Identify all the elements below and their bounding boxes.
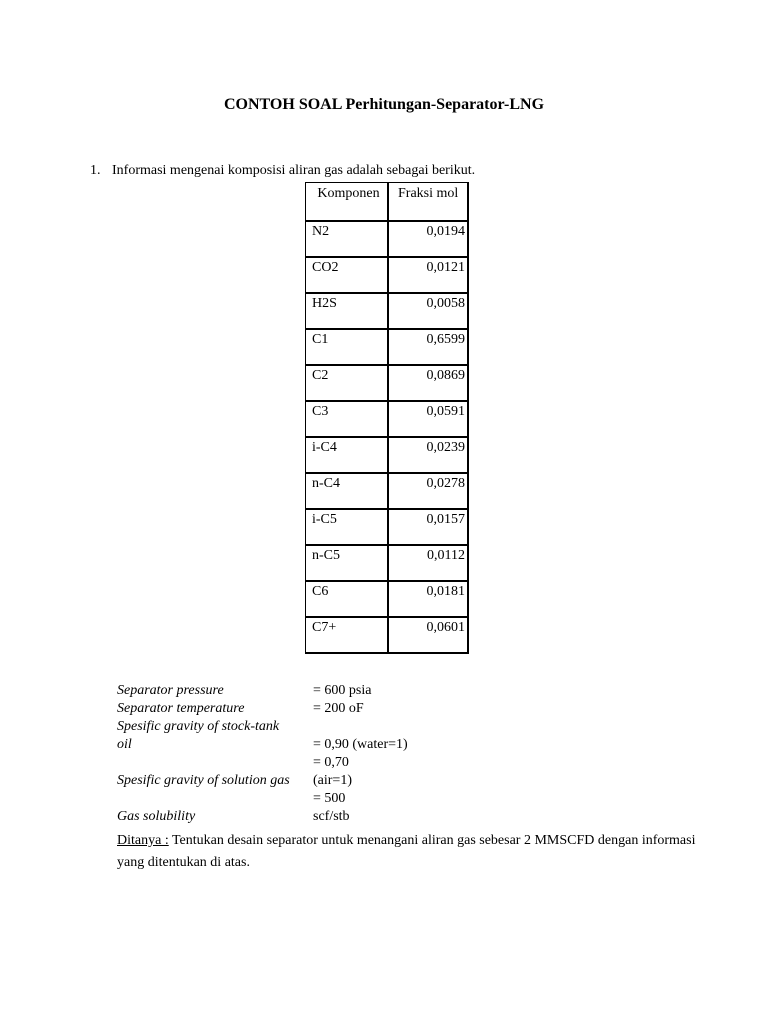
cell-component: C7+ <box>306 617 389 653</box>
cell-component: C6 <box>306 581 389 617</box>
question-text: Informasi mengenai komposisi aliran gas adalah sebagai berikut. <box>112 163 476 178</box>
param-value: (air=1) <box>313 773 352 788</box>
table-row <box>306 365 469 401</box>
composition-table <box>305 182 469 654</box>
table-header-row <box>306 183 469 222</box>
table-row <box>306 293 469 329</box>
ask-label: Ditanya : <box>117 833 169 848</box>
cell-component: H2S <box>306 293 389 329</box>
cell-component: C1 <box>306 329 389 365</box>
param-value: scf/stb <box>313 809 350 824</box>
cell-component: n-C5 <box>306 545 389 581</box>
table-row <box>306 437 469 473</box>
param-row-solubility-b <box>117 808 513 826</box>
param-label: Gas solubility <box>117 809 196 824</box>
param-label: Separator temperature <box>117 701 245 716</box>
param-row-sg-gas-a <box>117 754 513 772</box>
cell-fraction: 0,0601 <box>388 617 468 653</box>
param-row-temperature <box>117 700 513 718</box>
param-label: oil <box>117 737 132 752</box>
table-row <box>306 617 469 653</box>
question-prompt <box>117 830 717 874</box>
param-label: Separator pressure <box>117 683 224 698</box>
cell-component: CO2 <box>306 257 389 293</box>
table-row <box>306 257 469 293</box>
table-row <box>306 329 469 365</box>
table-row <box>306 401 469 437</box>
param-label: Spesific gravity of solution gas <box>117 773 290 788</box>
header-komponen: Komponen <box>306 183 389 222</box>
cell-fraction: 0,6599 <box>388 329 468 365</box>
param-row-sg-oil-a <box>117 718 513 736</box>
table-row <box>306 509 469 545</box>
cell-component: i-C4 <box>306 437 389 473</box>
param-row-sg-oil-b <box>117 736 513 754</box>
table-row <box>306 221 469 257</box>
table-row <box>306 581 469 617</box>
cell-fraction: 0,0869 <box>388 365 468 401</box>
param-row-pressure <box>117 682 513 700</box>
table-row <box>306 545 469 581</box>
param-value: = 0,90 (water=1) <box>313 737 408 752</box>
cell-fraction: 0,0239 <box>388 437 468 473</box>
cell-component: n-C4 <box>306 473 389 509</box>
param-row-solubility-a <box>117 790 513 808</box>
ask-text: Tentukan desain separator untuk menangani aliran gas sebesar 2 MMSCFD dengan informasi yang ditentukan di atas. <box>117 833 696 870</box>
cell-fraction: 0,0121 <box>388 257 468 293</box>
cell-fraction: 0,0194 <box>388 221 468 257</box>
cell-fraction: 0,0181 <box>388 581 468 617</box>
cell-fraction: 0,0591 <box>388 401 468 437</box>
param-value: = 200 oF <box>313 701 364 716</box>
param-value: = 500 <box>313 791 346 806</box>
param-row-sg-gas-b <box>117 772 513 790</box>
cell-component: C3 <box>306 401 389 437</box>
cell-fraction: 0,0112 <box>388 545 468 581</box>
header-fraksi-mol: Fraksi mol <box>388 183 468 222</box>
parameter-list <box>117 682 513 826</box>
cell-fraction: 0,0157 <box>388 509 468 545</box>
question-number: 1. <box>90 163 101 178</box>
document-title: CONTOH SOAL Perhitungan-Separator-LNG <box>223 96 545 113</box>
param-value: = 600 psia <box>313 683 372 698</box>
param-label: Spesific gravity of stock-tank <box>117 719 280 734</box>
table-row <box>306 473 469 509</box>
cell-component: C2 <box>306 365 389 401</box>
cell-component: N2 <box>306 221 389 257</box>
param-value: = 0,70 <box>313 755 349 770</box>
cell-fraction: 0,0278 <box>388 473 468 509</box>
cell-fraction: 0,0058 <box>388 293 468 329</box>
cell-component: i-C5 <box>306 509 389 545</box>
